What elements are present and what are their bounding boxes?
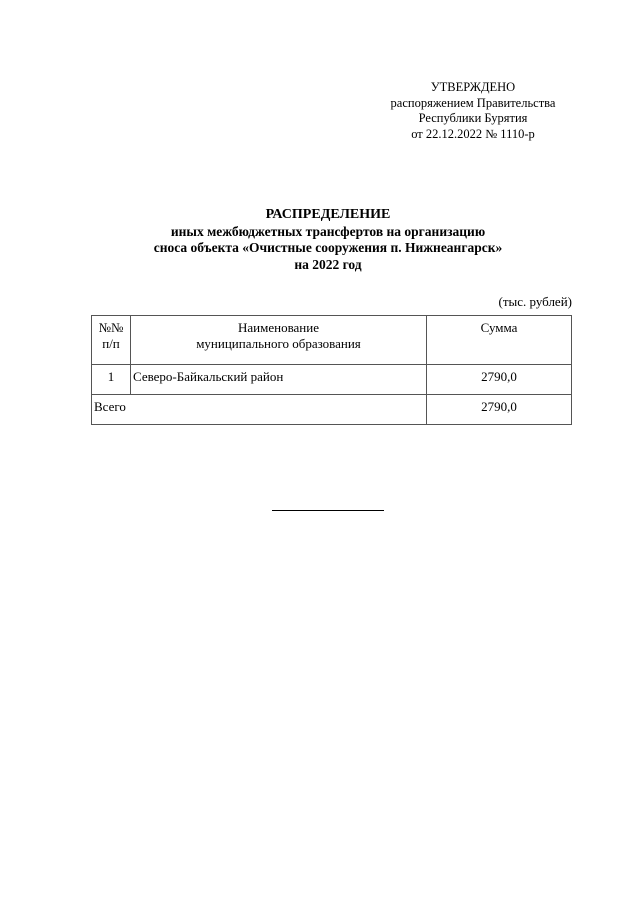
end-divider: [272, 510, 384, 511]
total-row: [92, 395, 572, 425]
approval-line: распоряжением Правительства: [390, 95, 556, 110]
table-row: [92, 365, 572, 395]
approval-heading: УТВЕРЖДЕНО: [430, 80, 516, 94]
total-sum: 2790,0: [427, 395, 572, 425]
title-line: сноса объекта «Очистные сооружения п. Нижнеангарск»: [153, 240, 503, 255]
distribution-table: [91, 315, 572, 425]
table-header-row: [92, 316, 572, 365]
document-title: [90, 207, 566, 273]
header-number: [92, 316, 131, 365]
row-sum: 2790,0: [427, 365, 572, 395]
units-label: (тыс. рублей): [498, 294, 572, 309]
total-label: Всего: [92, 395, 427, 425]
title-year: на 2022 год: [294, 256, 362, 272]
header-sum: Сумма: [427, 316, 572, 365]
row-number: 1: [92, 365, 131, 395]
title-main: РАСПРЕДЕЛЕНИЕ: [265, 207, 391, 222]
header-number-line1: №№: [98, 320, 124, 335]
approval-date: от 22.12.2022 № 1110-р: [411, 126, 535, 141]
approval-stamp: [380, 80, 566, 142]
header-number-line2: п/п: [102, 336, 120, 351]
header-name-line1: Наименование: [238, 320, 319, 335]
title-line: иных межбюджетных трансфертов на организацию: [170, 223, 486, 239]
row-name: Северо-Байкальский район: [131, 365, 427, 395]
approval-line: Республики Бурятия: [418, 111, 528, 125]
header-name-line2: муниципального образования: [196, 336, 361, 351]
header-name: [131, 316, 427, 365]
